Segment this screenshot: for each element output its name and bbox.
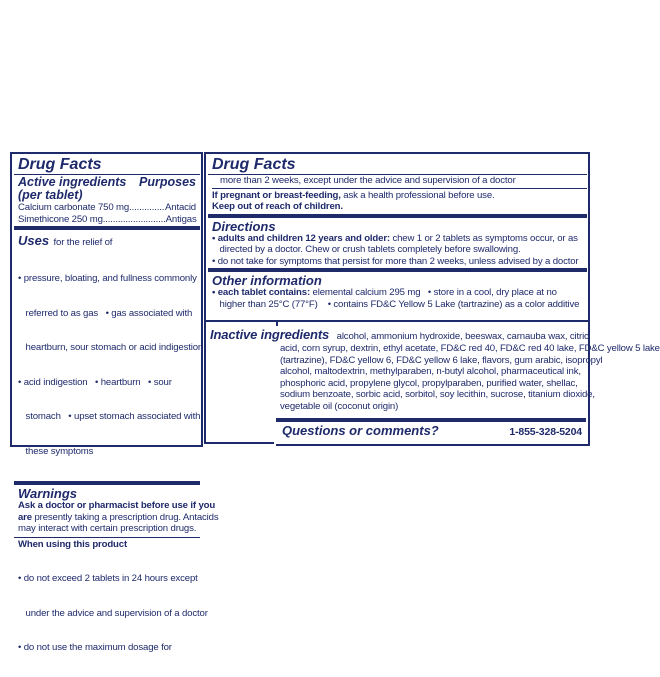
uses-section: [18, 232, 196, 250]
ingredient-name: Simethicone 250 mg: [18, 213, 103, 225]
other-information-heading: Other information: [212, 273, 322, 288]
pregnancy-text: ask a health professional before use.: [340, 189, 495, 201]
directions-heading: Directions: [212, 218, 276, 234]
uses-intro: for the relief of: [53, 237, 113, 248]
uses-heading: Uses: [18, 233, 50, 248]
inactive-line: sodium benzoate, sorbic acid, sorbitol, soy lecithin, sucrose, titanium dioxide,: [280, 389, 595, 400]
divider: [212, 188, 587, 189]
left-title: Drug Facts: [18, 156, 102, 173]
uses-line: • acid indigestion • heartburn • sour: [18, 376, 172, 388]
divider: [208, 214, 587, 218]
inactive-line: alcohol, maltodextrin, methylparaben, n-butyl alcohol, pharmaceutical ink,: [280, 366, 581, 377]
ingredient-row: [18, 202, 196, 214]
other-information-text: elemental calcium 295 mg • store in a cool, dry place at no: [310, 287, 557, 298]
divider: [14, 226, 200, 230]
when-using-line: • do not use the maximum dosage for: [18, 642, 172, 653]
uses-line: • pressure, bloating, and fullness commonly: [18, 273, 197, 284]
when-using-list: [18, 550, 208, 677]
ingredient-purpose: Antigas: [165, 213, 197, 225]
directions-line: • do not take for symptoms that persist for more than 2 weeks, unless advised by a doctor: [212, 255, 579, 267]
purposes-heading: Purposes: [139, 175, 196, 189]
per-tablet-label: (per tablet): [18, 188, 83, 202]
when-using-heading: When using this product: [18, 538, 128, 550]
directions-bold: • adults and children 12 years and older:: [212, 232, 390, 244]
uses-line: these symptoms: [18, 445, 94, 457]
active-ingredients-heading: Active ingredients: [18, 175, 127, 189]
divider: [208, 268, 587, 272]
divider: [204, 442, 276, 444]
keep-out-warning: Keep out of reach of children.: [212, 201, 343, 212]
ingredient-name: Calcium carbonate 750 mg: [18, 202, 130, 213]
uses-list: [18, 250, 204, 480]
ingredient-dots: .........................: [102, 213, 166, 225]
pregnancy-bold: If pregnant or breast-feeding,: [212, 189, 341, 201]
when-using-line: • do not exceed 2 tablets in 24 hours except: [18, 573, 198, 584]
drug-facts-right-panel: [204, 152, 590, 322]
uses-line: stomach • upset stomach associated with: [18, 411, 201, 422]
right-title: Drug Facts: [212, 156, 296, 173]
inactive-text: alcohol, ammonium hydroxide, beeswax, carnauba wax, citric: [329, 331, 589, 342]
uses-line: heartburn, sour stomach or acid indigestion: [18, 342, 204, 353]
warnings-heading: Warnings: [18, 486, 77, 501]
drug-facts-left-panel: [10, 152, 219, 653]
other-information-bold: • each tablet contains:: [212, 287, 311, 298]
inactive-line: (tartrazine), FD&C yellow 6, FD&C yellow 6 lake, flavors, gum arabic, isopropyl: [280, 354, 603, 366]
inactive-line: [210, 327, 589, 343]
warning-line: may interact with certain prescription drugs.: [18, 523, 197, 534]
other-information-line: higher than 25°C (77°F) • contains FD&C Yellow 5 Lake (tartrazine) as a color additive: [212, 298, 580, 310]
inactive-ingredients-content: [204, 322, 660, 446]
warning-line: [18, 511, 219, 524]
continued-warning: more than 2 weeks, except under the advice and supervision of a doctor: [220, 175, 516, 186]
questions-label: Questions or comments?: [282, 423, 439, 438]
pregnancy-warning: [212, 190, 583, 202]
directions-line: directed by a doctor. Chew or crush tablets completely before swallowing.: [212, 244, 521, 255]
warning-bold-text: are: [18, 511, 32, 523]
divider: [14, 537, 200, 538]
questions-row: [282, 424, 582, 439]
when-using-line: under the advice and supervision of a doctor: [18, 607, 208, 619]
warning-line: Ask a doctor or pharmacist before use if you: [18, 500, 216, 511]
divider: [14, 481, 200, 485]
inactive-line: phosphoric acid, propylene glycol, propylparaben, purified water, shellac,: [280, 377, 578, 389]
warning-text: presently taking a prescription drug. Antacids: [31, 511, 219, 523]
inactive-ingredients-heading: Inactive ingredients: [210, 327, 330, 342]
inactive-line: vegetable oil (coconut origin): [280, 400, 399, 412]
inactive-ingredients-list: [280, 343, 660, 412]
phone-number: 1-855-328-5204: [509, 426, 582, 438]
directions-text: chew 1 or 2 tablets as symptoms occur, or as: [389, 232, 578, 244]
divider: [204, 322, 206, 444]
ingredient-row: [18, 214, 196, 226]
uses-line: referred to as gas • gas associated with: [18, 307, 193, 319]
directions-line: [212, 233, 583, 245]
other-information-line: [212, 287, 583, 299]
inactive-line: acid, corn syrup, dextrin, ethyl acetate, FD&C red 40, FD&C red 40 lake, FD&C yellow 5 lake: [280, 343, 660, 354]
ingredient-dots: ..............: [129, 202, 165, 213]
ingredient-purpose: Antacid: [165, 202, 196, 213]
divider: [276, 418, 586, 422]
